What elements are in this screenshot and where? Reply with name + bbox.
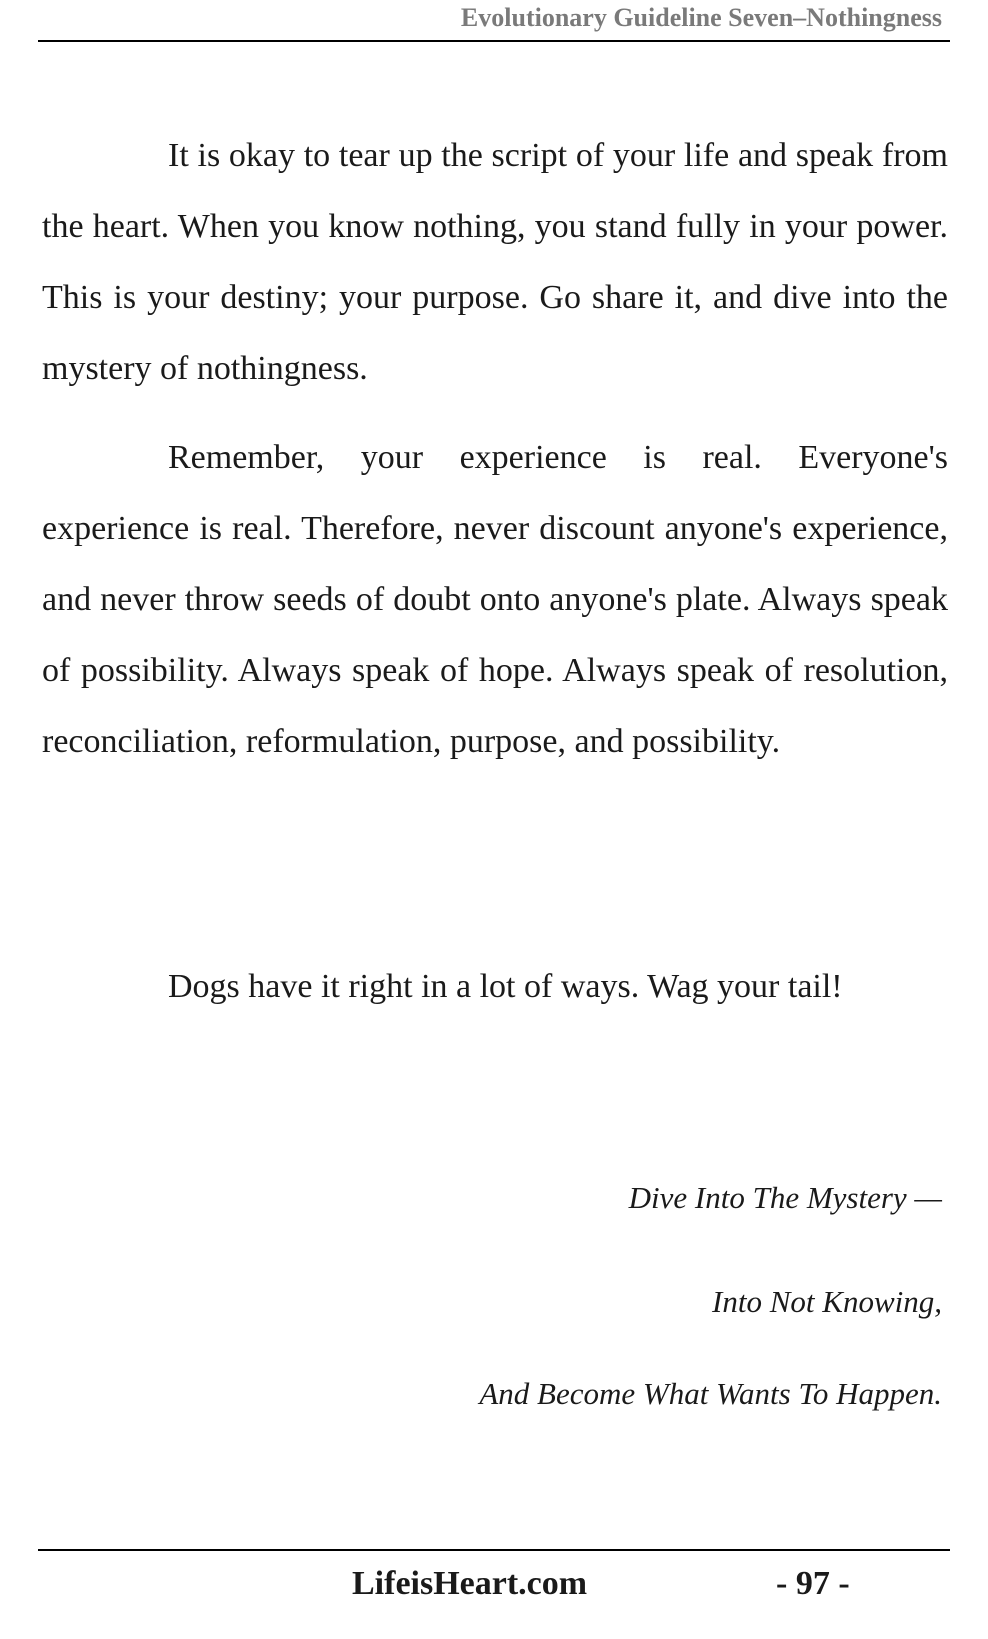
closing-line: Dogs have it right in a lot of ways. Wag your tail! <box>168 968 843 1005</box>
paragraph-tear-up-script: It is okay to tear up the script of your life and speak from the heart. When you know nothing, you stand fully in your power. This is your destiny; your purpose. Go share it, and dive into the mystery of nothingness. <box>42 137 948 387</box>
footer-divider <box>38 1549 950 1551</box>
page-number: - 97 - <box>776 1565 850 1602</box>
blessing-line-3: And Become What Wants To Happen. <box>479 1376 942 1411</box>
footer-site-name: LifeisHeart.com <box>352 1565 588 1602</box>
blessing-line-1: Dive Into The Mystery — <box>628 1180 942 1215</box>
header-divider <box>38 40 950 42</box>
body-text <box>42 120 948 777</box>
running-header-title: Evolutionary Guideline Seven–Nothingness <box>460 3 942 32</box>
paragraph-experience-is-real: Remember, your experience is real. Everyone's experience is real. Therefore, never discount anyone's experience, and never throw seeds of doubt onto anyone's plate. Always speak of possibility. Always speak of hope. Always speak of resolution, reconciliation, reformulation, purpose, and possibility. <box>42 439 948 760</box>
blessing-line-2: Into Not Knowing, <box>712 1284 942 1319</box>
